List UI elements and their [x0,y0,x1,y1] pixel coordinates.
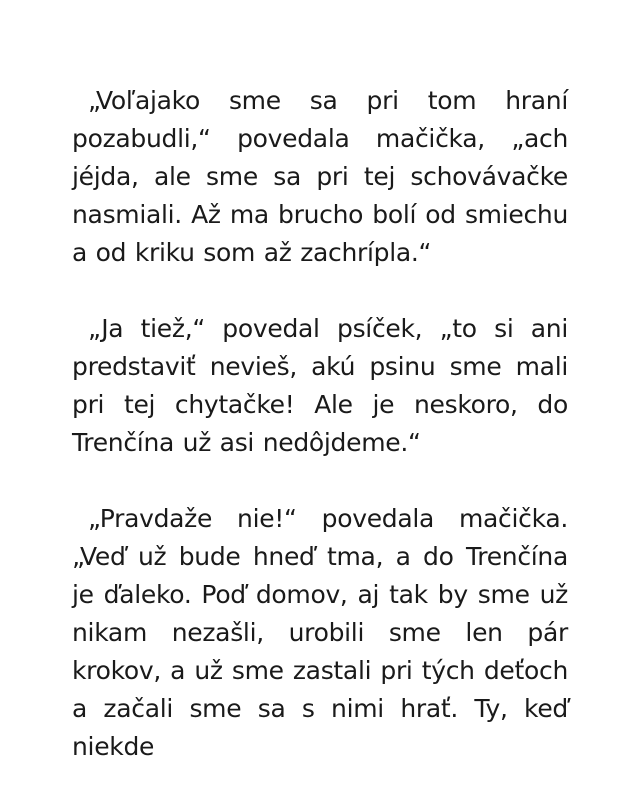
story-page [72,82,568,804]
story-paragraph-3: „Pravdaže nie!“ povedala mačička. „Veď už bude hneď tma, a do Trenčína je ďaleko. Poď domov, aj tak by sme už nikam nezašli, urobili sme len pár krokov, a už sme zastali pri tých deťoch a začali sme sa s nimi hrať. Ty, keď niekde [72,504,568,761]
story-paragraph-2: „Ja tiež,“ povedal psíček, „to si ani predstaviť nevieš, akú psinu sme mali pri tej chytačke! Ale je neskoro, do Trenčína už asi nedôjdeme.“ [72,314,568,457]
story-paragraph-1: „Voľajako sme sa pri tom hraní pozabudli,“ povedala mačička, „ach jéjda, ale sme sa pri tej schovávačke nasmiali. Až ma brucho bolí od smiechu a od kriku som až zachrípla.“ [72,86,568,267]
